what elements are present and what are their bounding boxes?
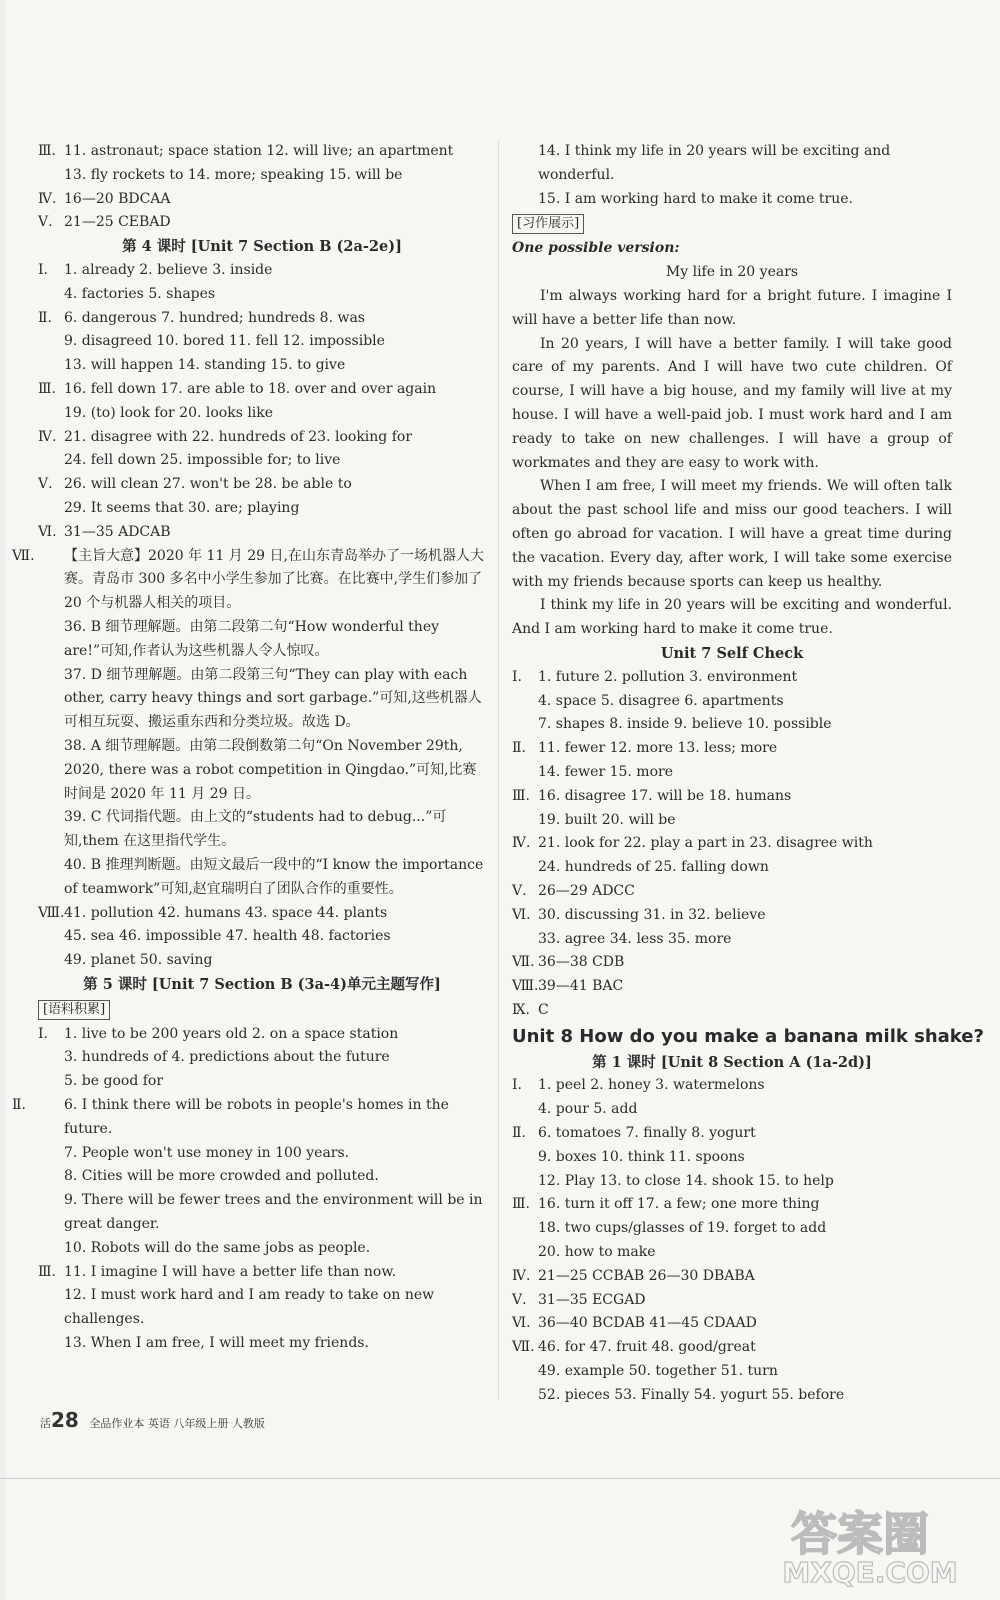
answer-line	[512, 1193, 952, 1217]
answer-line	[512, 1289, 952, 1313]
subsection-tag	[512, 211, 952, 237]
answer-line	[512, 904, 952, 928]
answer-line: 40. B 推理判断题。由短文最后一段中的“I know the importance of teamwork”可知,赵宜瑞明白了团队合作的重要性。	[64, 856, 484, 897]
answer-line: 20. how to make	[538, 1244, 656, 1261]
answer-line: 19. (to) look for 20. looks like	[64, 404, 274, 421]
answer-line: 24. fell down 25. impossible for; to live	[64, 452, 341, 469]
section-numeral: Ⅱ.	[38, 309, 52, 326]
section-numeral: Ⅳ.	[512, 1267, 531, 1284]
answer-line	[512, 880, 952, 904]
section-numeral: Ⅳ.	[38, 428, 57, 445]
answer-line: 29. It seems that 30. are; playing	[64, 499, 300, 516]
answer-line	[12, 545, 486, 616]
answer-text: 1. peel 2. honey 3. watermelons	[538, 1077, 765, 1094]
answer-text: 16. turn it off 17. a few; one more thing	[538, 1196, 820, 1213]
answer-line: 33. agree 34. less 35. more	[538, 930, 732, 947]
answer-text: 16—20 BDCAA	[64, 190, 171, 207]
section-heading: 第 1 课时 [Unit 8 Section A (1a-2d)]	[592, 1053, 872, 1071]
section-heading: Unit 7 Self Check	[660, 644, 804, 662]
answer-text: C	[538, 1001, 549, 1018]
answer-line: 38. A 细节理解题。由第二段倒数第二句“On November 29th, 2020, there was a robot competition in Qingdao.”可知,比赛时间是 2020 年 11 月 29 日。	[64, 737, 477, 802]
answer-line	[38, 521, 486, 545]
section-numeral: Ⅵ.	[512, 1315, 531, 1332]
answer-line	[512, 975, 952, 999]
section-numeral: Ⅳ.	[38, 190, 57, 207]
answer-text: 21—25 CEBAD	[64, 214, 171, 231]
answer-line	[512, 951, 952, 975]
section-numeral: Ⅳ.	[512, 835, 531, 852]
version-label: One possible version:	[512, 240, 680, 257]
answer-text: 30. discussing 31. in 32. believe	[538, 906, 766, 923]
answer-text: 11. astronaut; space station 12. will live; an apartment	[64, 143, 454, 159]
answer-text: 1. live to be 200 years old 2. on a space station	[64, 1025, 399, 1042]
answer-line: 15. I am working hard to make it come true.	[538, 190, 853, 207]
section-numeral: Ⅲ.	[38, 143, 56, 159]
section-numeral: Ⅸ.	[512, 1001, 530, 1018]
answer-text: 6. tomatoes 7. finally 8. yogurt	[538, 1125, 756, 1142]
page-edge	[0, 0, 6, 1600]
answer-line	[38, 140, 486, 164]
answer-line: 14. fewer 15. more	[538, 763, 673, 780]
answer-text: 21—25 CCBAB 26—30 DBABA	[538, 1267, 755, 1284]
answer-line: 13. When I am free, I will meet my friends.	[64, 1335, 369, 1352]
answer-text: 6. dangerous 7. hundred; hundreds 8. was	[64, 309, 365, 326]
column-divider	[498, 140, 499, 1400]
answer-line: 49. example 50. together 51. turn	[538, 1363, 778, 1380]
right-column	[512, 140, 984, 1408]
answer-text: 46. for 47. fruit 48. good/great	[538, 1339, 756, 1356]
section-numeral: Ⅰ.	[512, 1077, 522, 1094]
answer-text: 26—29 ADCC	[538, 882, 635, 899]
answer-line: 49. planet 50. saving	[64, 952, 213, 969]
answer-line: 19. built 20. will be	[538, 811, 676, 828]
answer-text: 11. fewer 12. more 13. less; more	[538, 740, 778, 757]
section-numeral: Ⅶ.	[12, 547, 35, 564]
answer-line	[512, 1265, 952, 1289]
section-numeral: Ⅵ.	[512, 906, 531, 923]
section-numeral: Ⅲ.	[38, 1263, 56, 1280]
section-numeral: Ⅱ.	[12, 1097, 26, 1114]
section-numeral: Ⅴ.	[512, 882, 527, 899]
book-info: 全品作业本 英语 八年级上册 人教版	[89, 1417, 265, 1430]
section-numeral: Ⅴ.	[512, 1291, 527, 1308]
answer-text: 【主旨大意】2020 年 11 月 29 日,在山东青岛举办了一场机器人大赛。青岛市 300 多名中小学生参加了比赛。在比赛中,学生们参加了 20 个与机器人相关的项目。	[64, 547, 484, 612]
answer-text: 1. future 2. pollution 3. environment	[538, 668, 798, 685]
answer-line	[38, 211, 486, 235]
answer-line	[512, 1312, 952, 1336]
answer-text: 11. I imagine I will have a better life than now.	[64, 1263, 397, 1280]
answer-line	[38, 426, 486, 450]
answer-text: 26. will clean 27. won't be 28. be able to	[64, 476, 352, 493]
answer-text: 31—35 ECGAD	[538, 1291, 646, 1308]
essay-paragraph: When I am free, I will meet my friends. We will often talk about the past school life and miss our good teachers. I will often go abroad for vacation. I will have a great time during the vacation. Every day, after work, I will take some exercise with my friends because sports can keep us healthy.	[512, 478, 952, 590]
answer-line	[38, 307, 486, 331]
section-heading: 第 4 课时 [Unit 7 Section B (2a-2e)]	[122, 238, 402, 256]
answer-line: 9. There will be fewer trees and the environment will be in great danger.	[64, 1192, 483, 1233]
left-column	[12, 140, 486, 1356]
section-numeral: Ⅰ.	[38, 1025, 48, 1042]
answer-line	[12, 1094, 486, 1142]
answer-line	[512, 1122, 952, 1146]
answer-text: 1. already 2. believe 3. inside	[64, 261, 273, 278]
answer-text: 16. disagree 17. will be 18. humans	[538, 787, 792, 804]
answer-line: 10. Robots will do the same jobs as people.	[64, 1239, 371, 1256]
answer-line	[38, 378, 486, 402]
answer-line: 7. shapes 8. inside 9. believe 10. possible	[538, 716, 832, 733]
tag-label: [语料积累]	[38, 1000, 110, 1020]
answer-line	[512, 1074, 952, 1098]
essay-title: My life in 20 years	[665, 264, 799, 281]
page-number: 28	[51, 1408, 79, 1432]
answer-line: 12. Play 13. to close 14. shook 15. to help	[538, 1172, 834, 1189]
answer-line	[512, 666, 952, 690]
answer-line	[38, 259, 486, 283]
essay-paragraph: In 20 years, I will have a better family. I will take good care of my parents. And I will have two cute children. Of course, I will have a big house, and my family will live at my house. I will have a well-paid job. I must work hard and I am ready to take on new challenges. I will have a group of workmates and they are easy to work with.	[512, 335, 952, 471]
section-numeral: Ⅲ.	[38, 380, 56, 397]
bottom-rule	[0, 1478, 1000, 1479]
answer-line: 7. People won't use money in 100 years.	[64, 1144, 350, 1161]
page-footer	[40, 1408, 265, 1432]
answer-line	[38, 1261, 486, 1285]
answer-line: 13. will happen 14. standing 15. to give	[64, 357, 346, 374]
answer-text: 41. pollution 42. humans 43. space 44. plants	[64, 904, 388, 921]
section-numeral: Ⅴ.	[38, 476, 53, 493]
answer-line: 3. hundreds of 4. predictions about the future	[64, 1049, 390, 1066]
answer-line	[512, 737, 952, 761]
answer-line: 9. disagreed 10. bored 11. fell 12. impossible	[64, 333, 385, 350]
answer-line: 5. be good for	[64, 1073, 164, 1090]
answer-text: 36—38 CDB	[538, 954, 625, 971]
footer-prefix: 活	[40, 1417, 51, 1430]
answer-line: 18. two cups/glasses of 19. forget to add	[538, 1220, 827, 1237]
watermark-text: 答案圈	[791, 1507, 929, 1561]
answer-text: 21. disagree with 22. hundreds of 23. looking for	[64, 428, 413, 445]
unit-title: Unit 8 How do you make a banana milk shake?	[512, 1025, 984, 1047]
answer-line: 37. D 细节理解题。由第二段第三句“They can play with each other, carry heavy things and sort garbage.”可知,这些机器人可相互玩耍、搬运重东西和分类垃圾。故选 D。	[64, 666, 482, 731]
answer-text: 21. look for 22. play a part in 23. disagree with	[538, 835, 873, 852]
answer-line	[38, 188, 486, 212]
section-numeral: Ⅴ.	[38, 214, 53, 231]
answer-text: 39—41 BAC	[538, 978, 624, 995]
answer-text: 6. I think there will be robots in people's homes in the future.	[64, 1097, 449, 1137]
section-numeral: Ⅰ.	[512, 668, 522, 685]
section-numeral: Ⅲ.	[512, 787, 530, 804]
section-numeral: Ⅲ.	[512, 1196, 530, 1213]
section-numeral: Ⅱ.	[512, 740, 526, 757]
section-numeral: Ⅶ.	[512, 1339, 535, 1356]
answer-line: 14. I think my life in 20 years will be exciting and wonderful.	[538, 143, 891, 183]
essay-paragraph: I think my life in 20 years will be exciting and wonderful. And I am working hard to make it come true.	[512, 597, 952, 638]
section-numeral: Ⅶ.	[512, 954, 535, 971]
answer-line: 13. fly rockets to 14. more; speaking 15. will be	[64, 166, 403, 183]
answer-line: 4. pour 5. add	[538, 1101, 638, 1118]
answer-line: 45. sea 46. impossible 47. health 48. factories	[64, 928, 391, 945]
section-numeral: Ⅱ.	[512, 1125, 526, 1142]
section-numeral: Ⅷ.	[38, 904, 65, 921]
answer-line: 24. hundreds of 25. falling down	[538, 859, 769, 876]
essay-paragraph: I'm always working hard for a bright future. I imagine I will have a better life than now.	[512, 287, 952, 328]
answer-line	[512, 832, 952, 856]
answer-text: 36—40 BCDAB 41—45 CDAAD	[538, 1315, 757, 1332]
answer-line: 8. Cities will be more crowded and polluted.	[64, 1168, 379, 1185]
section-heading: 第 5 课时 [Unit 7 Section B (3a-4)单元主题写作]	[83, 975, 441, 993]
section-numeral: Ⅷ.	[512, 978, 539, 995]
answer-text: 31—35 ADCAB	[64, 523, 171, 540]
answer-line: 4. space 5. disagree 6. apartments	[538, 692, 784, 709]
answer-line: 52. pieces 53. Finally 54. yogurt 55. before	[538, 1386, 845, 1403]
answer-line	[38, 902, 486, 926]
watermark-site: MXQE.COM	[782, 1556, 958, 1589]
answer-line	[512, 785, 952, 809]
answer-line: 39. C 代词指代题。由上文的“students had to debug...”可知,them 在这里指代学生。	[64, 809, 447, 850]
answer-line	[38, 473, 486, 497]
tag-label: [习作展示]	[512, 214, 584, 234]
section-numeral: Ⅰ.	[38, 261, 48, 278]
answer-line	[512, 1336, 952, 1360]
section-numeral: Ⅵ.	[38, 523, 57, 540]
answer-line: 9. boxes 10. think 11. spoons	[538, 1148, 745, 1165]
answer-line	[512, 999, 952, 1023]
watermark-logo	[740, 1488, 980, 1588]
answer-text: 16. fell down 17. are able to 18. over and over again	[64, 380, 437, 397]
answer-line: 4. factories 5. shapes	[64, 285, 216, 302]
answer-line: 12. I must work hard and I am ready to take on new challenges.	[64, 1287, 435, 1328]
subsection-tag	[38, 997, 486, 1023]
answer-line: 36. B 细节理解题。由第二段第二句“How wonderful they are!”可知,作者认为这些机器人令人惊叹。	[64, 618, 440, 659]
answer-line	[38, 1023, 486, 1047]
